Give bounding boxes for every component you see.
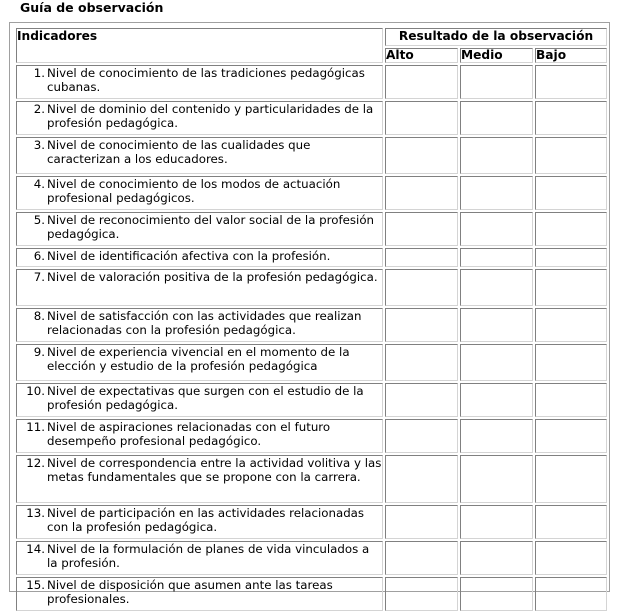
indicator-content [17, 345, 382, 373]
result-cell-alto[interactable] [385, 505, 458, 539]
result-cell-alto[interactable] [385, 419, 458, 453]
result-cell-bajo[interactable] [535, 383, 607, 417]
result-cell-medio[interactable] [460, 176, 533, 210]
header-level-medio: Medio [460, 48, 533, 63]
indicator-content [17, 384, 382, 412]
indicator-cell [16, 65, 383, 99]
result-cell-bajo[interactable] [535, 419, 607, 453]
indicator-content [17, 578, 382, 606]
indicator-cell [16, 419, 383, 453]
result-cell-bajo[interactable] [535, 176, 607, 210]
header-level-alto: Alto [385, 48, 458, 63]
result-cell-alto[interactable] [385, 101, 458, 135]
indicator-row [16, 101, 607, 135]
result-cell-bajo[interactable] [535, 344, 607, 381]
indicator-number: 3. [33, 138, 45, 152]
indicator-content [17, 177, 382, 205]
result-cell-alto[interactable] [385, 577, 458, 611]
result-cell-medio[interactable] [460, 541, 533, 575]
result-cell-alto[interactable] [385, 344, 458, 381]
result-cell-medio[interactable] [460, 212, 533, 246]
indicator-cell [16, 308, 383, 342]
indicator-number: 6. [33, 249, 45, 263]
indicator-content [17, 270, 382, 284]
indicator-row [16, 269, 607, 306]
indicator-row [16, 577, 607, 611]
result-cell-medio[interactable] [460, 308, 533, 342]
indicator-text: Nivel de disposición que asumen ante las tareas profesionales. [47, 578, 333, 606]
indicator-text: Nivel de aspiraciones relacionadas con el futuro desempeño profesional pedagógico. [47, 420, 331, 448]
result-cell-alto[interactable] [385, 212, 458, 246]
indicator-row [16, 248, 607, 267]
indicator-text: Nivel de participación en las actividades relacionadas con la profesión pedagógica. [47, 506, 365, 534]
indicator-cell [16, 455, 383, 503]
indicator-number: 12. [26, 456, 45, 470]
result-cell-bajo[interactable] [535, 137, 607, 174]
indicator-number: 2. [33, 102, 45, 116]
indicator-number: 5. [33, 213, 45, 227]
indicator-number: 15. [26, 578, 45, 592]
result-cell-alto[interactable] [385, 455, 458, 503]
indicator-row [16, 541, 607, 575]
indicator-number: 13. [26, 506, 45, 520]
indicator-number: 1. [33, 66, 45, 80]
result-cell-bajo[interactable] [535, 101, 607, 135]
result-cell-alto[interactable] [385, 248, 458, 267]
indicator-text: Nivel de correspondencia entre la actividad volitiva y las metas fundamentales que se propone con la carrera. [47, 456, 382, 484]
result-cell-medio[interactable] [460, 577, 533, 611]
result-cell-bajo[interactable] [535, 505, 607, 539]
indicator-content [17, 138, 382, 166]
result-cell-bajo[interactable] [535, 212, 607, 246]
observation-table [14, 26, 609, 613]
indicator-content [17, 66, 382, 94]
result-cell-bajo[interactable] [535, 541, 607, 575]
indicator-cell [16, 505, 383, 539]
indicator-number: 8. [33, 309, 45, 323]
indicator-text: Nivel de valoración positiva de la profesión pedagógica. [47, 270, 378, 284]
result-cell-bajo[interactable] [535, 308, 607, 342]
indicator-content [17, 309, 382, 337]
indicator-text: Nivel de conocimiento de las tradiciones pedagógicas cubanas. [47, 66, 365, 94]
result-cell-medio[interactable] [460, 101, 533, 135]
result-cell-alto[interactable] [385, 65, 458, 99]
result-cell-medio[interactable] [460, 344, 533, 381]
result-cell-medio[interactable] [460, 248, 533, 267]
indicator-row [16, 176, 607, 210]
indicator-text: Nivel de dominio del contenido y particularidades de la profesión pedagógica. [47, 102, 374, 130]
result-cell-alto[interactable] [385, 383, 458, 417]
indicator-number: 7. [33, 270, 45, 284]
result-cell-bajo[interactable] [535, 577, 607, 611]
result-cell-medio[interactable] [460, 455, 533, 503]
indicator-cell [16, 269, 383, 306]
result-cell-alto[interactable] [385, 308, 458, 342]
indicator-number: 11. [26, 420, 45, 434]
result-cell-bajo[interactable] [535, 65, 607, 99]
indicator-cell [16, 344, 383, 381]
indicator-text: Nivel de conocimiento de los modos de actuación profesional pedagógicos. [47, 177, 341, 205]
indicator-cell [16, 248, 383, 267]
result-cell-bajo[interactable] [535, 455, 607, 503]
result-cell-alto[interactable] [385, 269, 458, 306]
result-cell-medio[interactable] [460, 505, 533, 539]
header-result: Resultado de la observación [385, 28, 607, 46]
indicator-cell [16, 212, 383, 246]
indicator-row [16, 505, 607, 539]
header-row [16, 28, 607, 46]
indicator-text: Nivel de satisfacción con las actividades que realizan relacionadas con la profesión pedagógica. [47, 309, 362, 337]
result-cell-medio[interactable] [460, 65, 533, 99]
indicator-row [16, 65, 607, 99]
observation-sheet [9, 22, 610, 606]
indicator-text: Nivel de conocimiento de las cualidades que caracterizan a los educadores. [47, 138, 311, 166]
result-cell-alto[interactable] [385, 176, 458, 210]
indicator-number: 14. [26, 542, 45, 556]
result-cell-medio[interactable] [460, 137, 533, 174]
indicator-content [17, 420, 382, 448]
indicator-content [17, 542, 382, 570]
result-cell-alto[interactable] [385, 137, 458, 174]
result-cell-bajo[interactable] [535, 269, 607, 306]
result-cell-medio[interactable] [460, 419, 533, 453]
indicator-text: Nivel de experiencia vivencial en el momento de la elección y estudio de la profesión pedagógica [47, 345, 350, 373]
indicator-row [16, 137, 607, 174]
indicator-cell [16, 137, 383, 174]
indicator-row [16, 455, 607, 503]
indicator-content [17, 456, 382, 484]
indicator-cell [16, 176, 383, 210]
indicator-row [16, 212, 607, 246]
indicator-text: Nivel de expectativas que surgen con el estudio de la profesión pedagógica. [47, 384, 364, 412]
header-indicators: Indicadores [16, 28, 383, 63]
indicator-cell [16, 541, 383, 575]
indicator-content [17, 102, 382, 130]
result-cell-bajo[interactable] [535, 248, 607, 267]
indicator-number: 10. [26, 384, 45, 398]
result-cell-alto[interactable] [385, 541, 458, 575]
indicator-row [16, 308, 607, 342]
indicator-row [16, 419, 607, 453]
indicator-number: 9. [33, 345, 45, 359]
indicator-content [17, 249, 382, 263]
indicator-cell [16, 101, 383, 135]
indicator-text: Nivel de identificación afectiva con la profesión. [47, 249, 331, 263]
result-cell-medio[interactable] [460, 269, 533, 306]
indicator-row [16, 344, 607, 381]
indicator-row [16, 383, 607, 417]
page-title: Guía de observación [20, 0, 164, 15]
result-cell-medio[interactable] [460, 383, 533, 417]
indicator-number: 4. [33, 177, 45, 191]
indicator-content [17, 213, 382, 241]
header-level-bajo: Bajo [535, 48, 607, 63]
indicator-cell [16, 383, 383, 417]
indicator-cell [16, 577, 383, 611]
indicator-text: Nivel de la formulación de planes de vida vinculados a la profesión. [47, 542, 370, 570]
indicator-content [17, 506, 382, 534]
indicator-text: Nivel de reconocimiento del valor social de la profesión pedagógica. [47, 213, 375, 241]
